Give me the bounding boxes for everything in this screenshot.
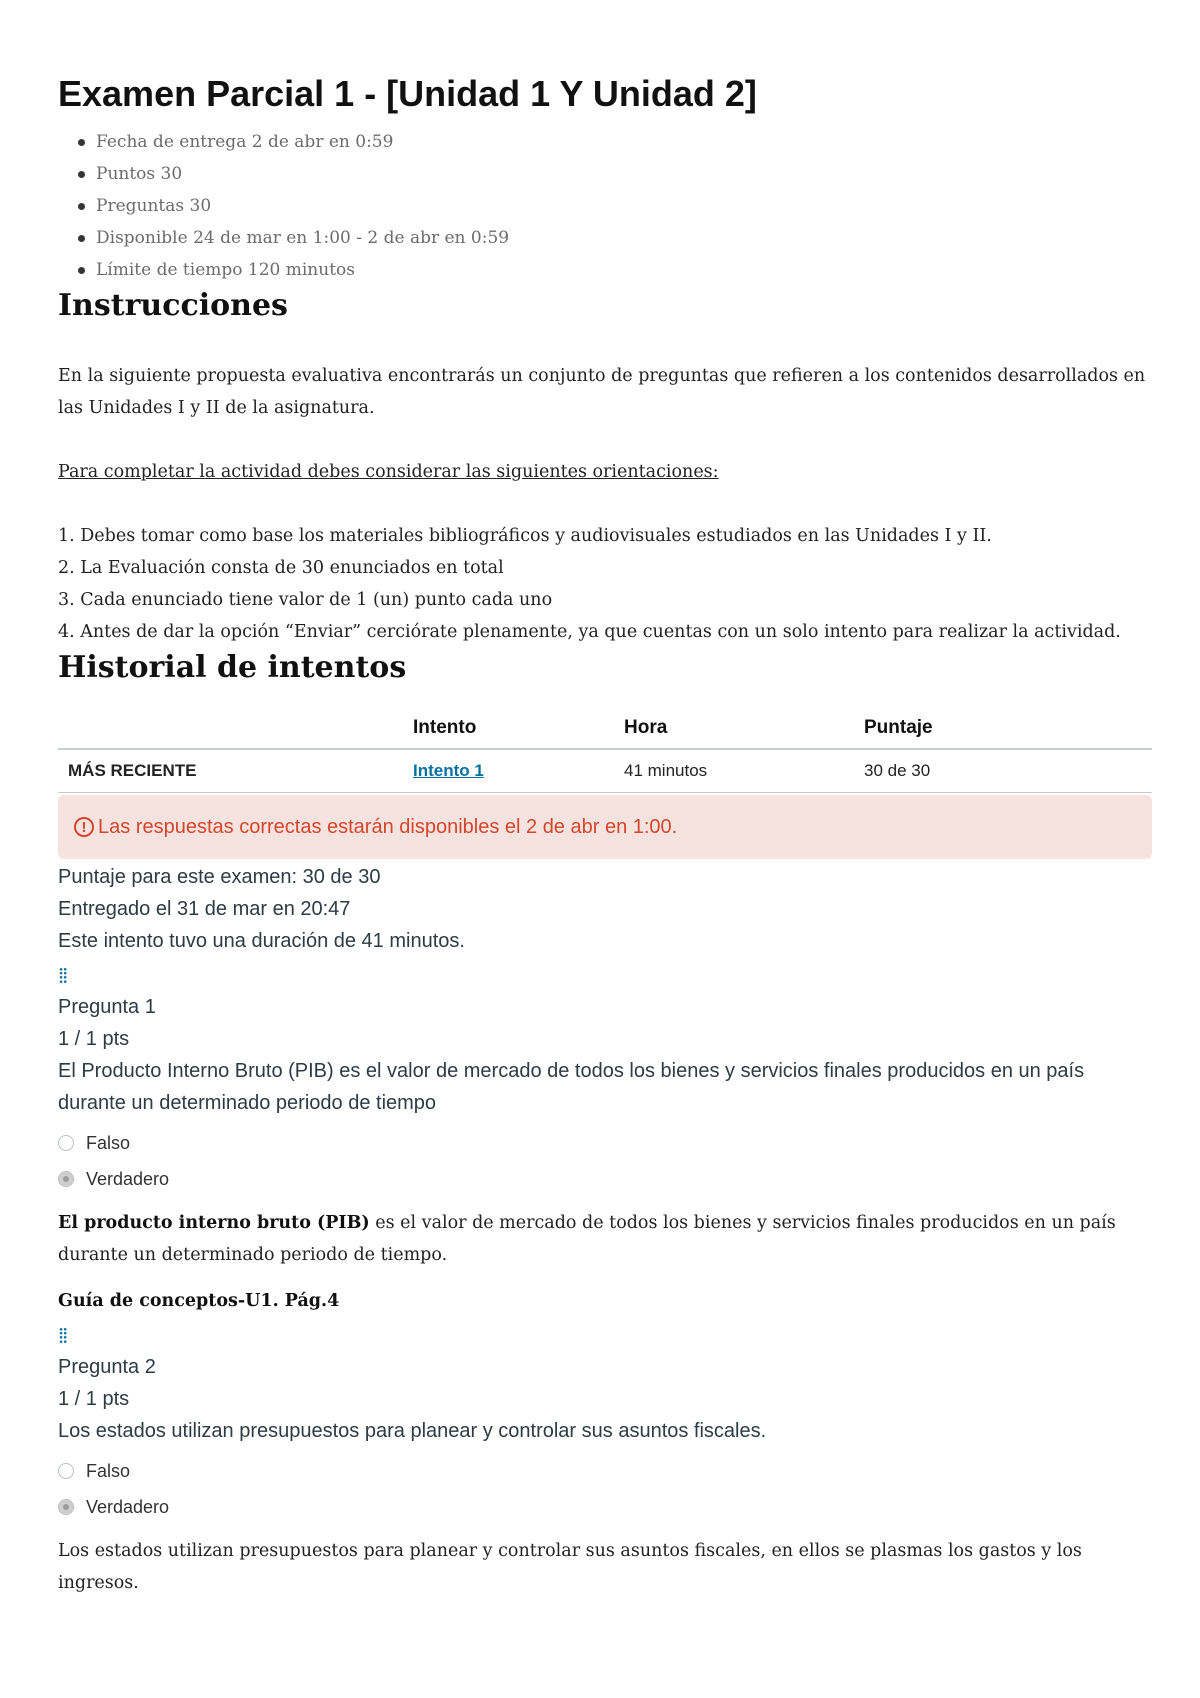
exam-details-list: [58, 126, 1152, 286]
answer-label: Falso: [86, 1132, 131, 1153]
instruction-step: 1. Debes tomar como base los materiales bibliográficos y audiovisuales estudiados en las Unidades I y II.: [58, 526, 992, 546]
radio-button[interactable]: [58, 1463, 74, 1479]
question-text: Los estados utilizan presupuestos para planear y controlar sus asuntos fiscales.: [58, 1420, 767, 1442]
answer-option-false[interactable]: [58, 1453, 1152, 1489]
column-header-score: Puntaje: [864, 708, 1152, 749]
question-points: 1 / 1 pts: [58, 1028, 130, 1050]
most-recent-label: MÁS RECIENTE: [58, 749, 413, 793]
question-text: El Producto Interno Bruto (PIB) es el valor de mercado de todos los bienes y servicios finales producidos en un país durante un determinado periodo de tiempo: [58, 1060, 1085, 1114]
explanation-text: es el valor de mercado de todos los bienes y servicios finales producidos en un país durante un determinado periodo de tiempo.: [58, 1213, 1116, 1265]
explanation-term: El producto interno bruto (PIB): [58, 1213, 370, 1233]
attempt-duration: Este intento tuvo una duración de 41 minutos.: [58, 930, 465, 952]
question-title: Pregunta 1: [58, 996, 156, 1018]
history-heading: Historial de intentos: [58, 650, 407, 685]
radio-button-selected[interactable]: [58, 1171, 74, 1187]
question-count: Preguntas 30: [78, 190, 1152, 222]
instructions-intro: En la siguiente propuesta evaluativa encontrarás un conjunto de preguntas que refieren a los contenidos desarrollados en las Unidades I y II de la asignatura.: [58, 366, 1146, 418]
drag-handle-icon[interactable]: ⁞⁞: [58, 1324, 67, 1349]
submitted-date: Entregado el 31 de mar en 20:47: [58, 898, 351, 920]
drag-handle-icon[interactable]: ⁞⁞: [58, 964, 67, 989]
instruction-step: 2. La Evaluación consta de 30 enunciados en total: [58, 558, 504, 578]
warning-icon: !: [74, 817, 94, 837]
alert-text: Las respuestas correctas estarán disponibles el 2 de abr en 1:00.: [98, 815, 678, 838]
answer-option-true[interactable]: [58, 1161, 1152, 1197]
correct-answers-alert: [58, 795, 1152, 859]
answer-label: Verdadero: [86, 1496, 170, 1517]
question-points: 1 / 1 pts: [58, 1388, 130, 1410]
answer-label: Falso: [86, 1460, 131, 1481]
column-header-time: Hora: [624, 708, 864, 749]
answer-option-true[interactable]: [58, 1489, 1152, 1525]
instruction-steps: [58, 520, 1152, 648]
answer-option-false[interactable]: [58, 1125, 1152, 1161]
reference-guide: Guía de conceptos-U1. Pág.4: [58, 1291, 340, 1311]
instruction-step: 4. Antes de dar la opción “Enviar” cerciórate plenamente, ya que cuentas con un solo intento para realizar la actividad.: [58, 622, 1121, 642]
exam-score: Puntaje para este examen: 30 de 30: [58, 866, 381, 888]
table-header-row: [58, 708, 1152, 749]
answer-explanation: [58, 1207, 1152, 1271]
page-title: Examen Parcial 1 - [Unidad 1 Y Unidad 2]: [58, 73, 757, 114]
answer-list: [58, 1453, 1152, 1525]
question-2: [58, 1323, 1152, 1599]
question-1: [58, 963, 1152, 1317]
points: Puntos 30: [78, 158, 1152, 190]
attempt-time: 41 minutos: [624, 749, 864, 793]
question-title: Pregunta 2: [58, 1356, 156, 1378]
answer-label: Verdadero: [86, 1168, 170, 1189]
attempts-table: [58, 708, 1152, 793]
instructions-heading: Instrucciones: [58, 288, 288, 323]
due-date: Fecha de entrega 2 de abr en 0:59: [78, 126, 1152, 158]
instruction-step: 3. Cada enunciado tiene valor de 1 (un) punto cada uno: [58, 590, 553, 610]
answer-explanation: Los estados utilizan presupuestos para planear y controlar sus asuntos fiscales, en ellos se plasmas los gastos y los ingresos.: [58, 1541, 1082, 1593]
table-row: [58, 749, 1152, 793]
answer-list: [58, 1125, 1152, 1197]
availability: Disponible 24 de mar en 1:00 - 2 de abr en 0:59: [78, 222, 1152, 254]
radio-button[interactable]: [58, 1135, 74, 1151]
attempt-summary: [58, 861, 1152, 957]
attempt-link[interactable]: Intento 1: [413, 761, 484, 780]
orientation-title: Para completar la actividad debes considerar las siguientes orientaciones:: [58, 462, 719, 482]
attempt-score: 30 de 30: [864, 749, 1152, 793]
radio-button-selected[interactable]: [58, 1499, 74, 1515]
time-limit: Límite de tiempo 120 minutos: [78, 254, 1152, 286]
column-header-empty: [58, 708, 413, 749]
column-header-attempt: Intento: [413, 708, 624, 749]
